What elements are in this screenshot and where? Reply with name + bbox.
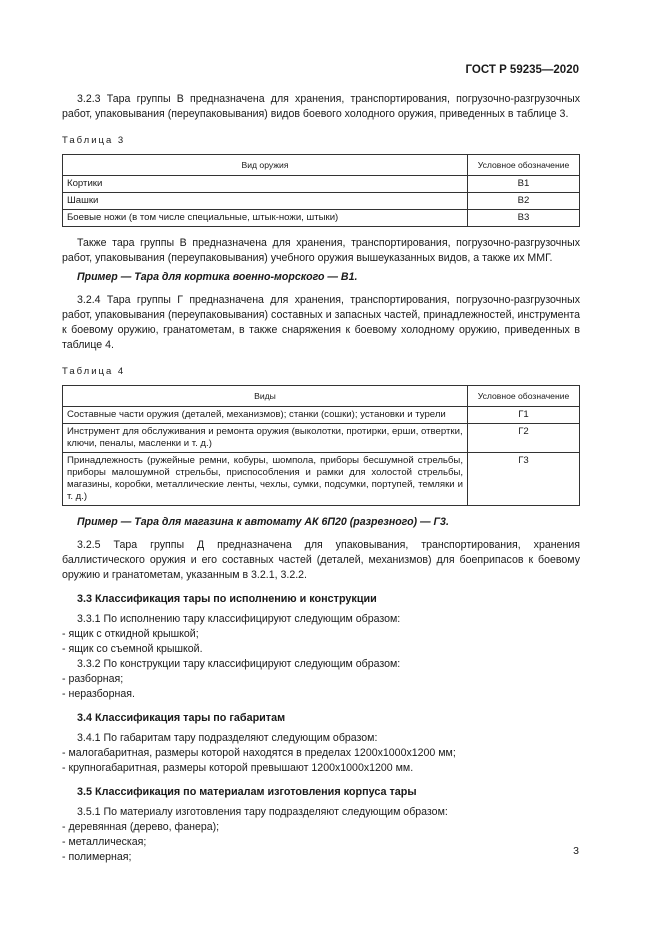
paragraph-3-2-4: 3.2.4 Тара группы Г предназначена для хранения, транспортирования, погрузочно-разгрузочных работ, упаковывания (переупаковывания) составных и запасных частей, принадлежностей, инструмента к боевому оружию, гранатометам, в также снаряжения к боевому холодному оружию, приведенных в таблице 4. [62, 294, 580, 351]
table-cell: В3 [468, 210, 580, 227]
table-header-cell: Условное обозначение [468, 386, 580, 407]
table-header-row [63, 386, 580, 407]
table-cell: Принадлежность (ружейные ремни, кобуры, шомпола, приборы бесшумной стрельбы, приборы малошумной стрельбы, приспособления и рамки для холостой стрельбы, магазины, коробки, металлические ленты, чехлы, сумки, подсумки, портупей, темляки и т. д.) [63, 453, 468, 506]
paragraph-also: Также тара группы В предназначена для хранения, транспортирования, погрузочно-разгрузочных работ, упаковывания (переупаковывания) учебного оружия вышеуказанных видов, а также их ММГ. [62, 237, 580, 264]
paragraph-3-2-3: 3.2.3 Тара группы В предназначена для хранения, транспортирования, погрузочно-разгрузочных работ, упаковывания (переупаковывания) видов боевого холодного оружия, приведенных в таблице 3. [62, 93, 580, 120]
list-item: - полимерная; [62, 851, 132, 863]
section-3-4-title: 3.4 Классификация тары по габаритам [77, 712, 286, 724]
list-item: - неразборная. [62, 688, 135, 700]
table-header-cell: Вид оружия [63, 155, 468, 176]
table-cell: Составные части оружия (деталей, механизмов); станки (сошки); установки и турели [63, 407, 468, 424]
list-item: - ящик со съемной крышкой. [62, 643, 203, 655]
table3-caption: Таблица 3 [62, 135, 126, 146]
table-header-row [63, 155, 580, 176]
table-row [63, 453, 580, 506]
example-1: Пример — Тара для кортика военно-морского — В1. [77, 271, 358, 283]
paragraph-3-3-2: 3.3.2 По конструкции тару классифицируют следующим образом: [77, 658, 401, 670]
list-item: - ящик с откидной крышкой; [62, 628, 199, 640]
table-cell: Боевые ножи (в том числе специальные, штык-ножи, штыки) [63, 210, 468, 227]
paragraph-3-5-1: 3.5.1 По материалу изготовления тару подразделяют следующим образом: [77, 806, 448, 818]
list-item: - деревянная (дерево, фанера); [62, 821, 220, 833]
table-4 [62, 385, 580, 506]
doc-number-header: ГОСТ Р 59235—2020 [465, 64, 579, 76]
table-cell: Инструмент для обслуживания и ремонта оружия (выколотки, протирки, ерши, отвертки, ключи, пеналы, масленки и т. д.) [63, 424, 468, 453]
list-item: - крупногабаритная, размеры которой превышают 1200x1000x1200 мм. [62, 762, 414, 774]
table-header-cell: Условное обозначение [468, 155, 580, 176]
table-cell: Г2 [468, 424, 580, 453]
table-cell: В1 [468, 176, 580, 193]
table-row [63, 176, 580, 193]
table-row [63, 407, 580, 424]
table-row [63, 424, 580, 453]
table-header-cell: Виды [63, 386, 468, 407]
table4-caption: Таблица 4 [62, 366, 126, 377]
example-2: Пример — Тара для магазина к автомату АК 6П20 (разрезного) — Г3. [77, 516, 449, 528]
list-item: - металлическая; [62, 836, 147, 848]
paragraph-3-4-1: 3.4.1 По габаритам тару подразделяют следующим образом: [77, 732, 378, 744]
table-cell: Г1 [468, 407, 580, 424]
table-row [63, 193, 580, 210]
paragraph-3-3-1: 3.3.1 По исполнению тару классифицируют следующим образом: [77, 613, 401, 625]
table-cell: Шашки [63, 193, 468, 210]
table-cell: Кортики [63, 176, 468, 193]
table-row [63, 210, 580, 227]
table-cell: Г3 [468, 453, 580, 506]
paragraph-3-2-5: 3.2.5 Тара группы Д предназначена для упаковывания, транспортирования, хранения баллистического оружия и его составных частей (деталей, механизмов) для боеприпасов к боевому оружию и гранатометам, указанным в 3.2.1, 3.2.2. [62, 539, 580, 581]
page-content [62, 92, 580, 865]
section-3-5-title: 3.5 Классификация по материалам изготовления корпуса тары [77, 786, 417, 798]
page-number: 3 [573, 845, 579, 857]
section-3-3-title: 3.3 Классификация тары по исполнению и конструкции [77, 593, 377, 605]
table-cell: В2 [468, 193, 580, 210]
table-3 [62, 154, 580, 227]
list-item: - разборная; [62, 673, 124, 685]
list-item: - малогабаритная, размеры которой находятся в пределах 1200x1000x1200 мм; [62, 747, 456, 759]
